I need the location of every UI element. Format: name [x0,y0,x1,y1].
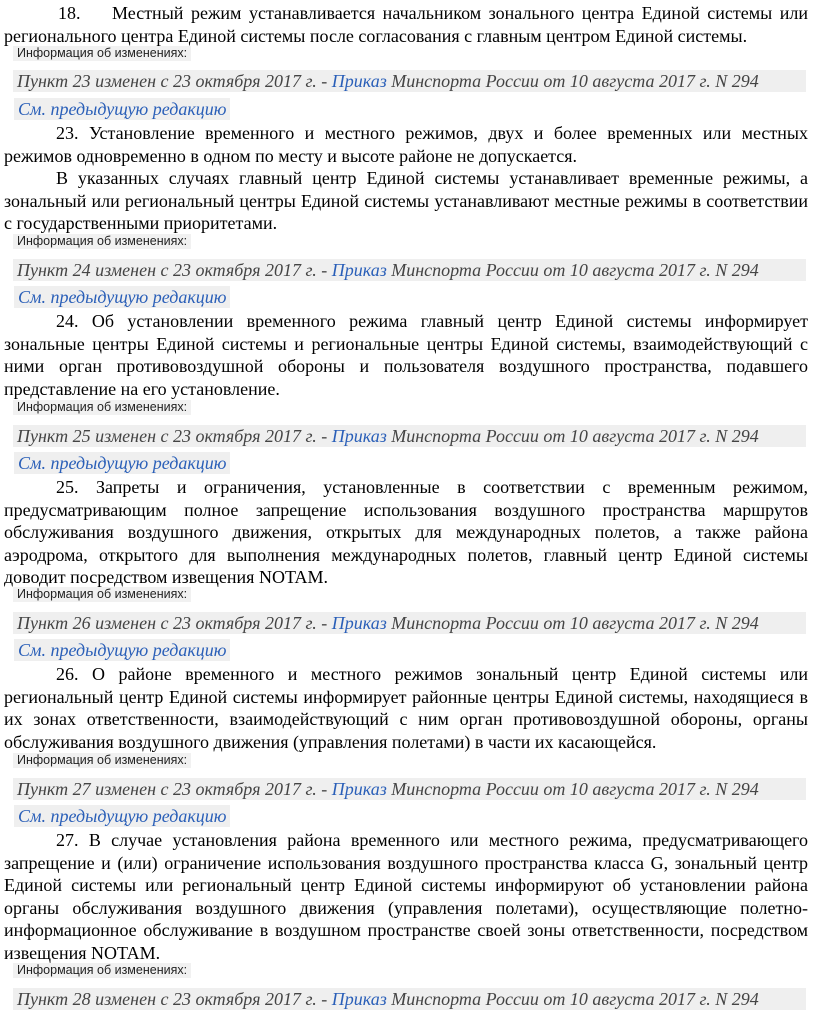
change-notice-suffix: Минспорта России от 10 августа 2017 г. N 294 [386,426,759,446]
change-info-label: Информация об изменениях: [13,753,191,768]
paragraph-23-cont: В указанных случаях главный центр Единой системы устанавливает временные режимы, а зональный или региональный центры Единой системы устанавливают местные режимы в соответствии с государственными приоритетами. [4,168,808,233]
paragraph-text: Местный режим устанавливается начальником зонального центра Единой системы или регионального центра Единой системы после согласования с главным центром Единой системы. [4,3,808,46]
change-notice-suffix: Минспорта России от 10 августа 2017 г. N 294 [386,779,759,799]
change-notice-suffix: Минспорта России от 10 августа 2017 г. N 294 [386,613,759,633]
paragraph-25: 25. Запреты и ограничения, установленные в соответствии с временным режимом, предусматривающим полное запрещение использования воздушного пространства маршрутов обслуживания воздушного движения, открытых для международных полетов, а также района аэродрома, открытого для выполнения международных полетов, главный центр Единой системы доводит посредством извещения NOTAM. [4,477,808,587]
change-notice-27 [13,778,806,800]
change-notice-23 [13,70,806,92]
change-notice-25 [13,425,806,447]
order-link[interactable]: Приказ [331,613,387,633]
paragraph-26: 26. О районе временного и местного режимов зональный центр Единой системы или региональный центр Единой системы информирует районные центры Единой системы, находящиеся в их зонах ответственности, взаимодействующий с ним орган противовоздушной обороны, органы обслуживания воздушного движения (управления полетами) в части их касающейся. [4,664,808,752]
order-link[interactable]: Приказ [331,71,387,91]
change-notice-text: Пункт 27 изменен с 23 октября 2017 г. - [17,779,332,799]
paragraph-18 [4,2,808,47]
paragraph-number: 18. [58,3,81,23]
order-link[interactable]: Приказ [331,989,387,1009]
previous-edition-link[interactable]: См. предыдущую редакцию [14,452,230,474]
previous-edition-link[interactable]: См. предыдущую редакцию [14,98,230,120]
change-notice-text: Пункт 26 изменен с 23 октября 2017 г. - [17,613,332,633]
change-info-label: Информация об изменениях: [13,963,191,978]
order-link[interactable]: Приказ [331,260,387,280]
change-notice-text: Пункт 28 изменен с 23 октября 2017 г. - [17,989,332,1009]
previous-edition-link[interactable]: См. предыдущую редакцию [14,805,230,827]
change-notice-suffix: Минспорта России от 10 августа 2017 г. N 294 [386,989,759,1009]
change-notice-26 [13,612,806,634]
change-notice-text: Пункт 23 изменен с 23 октября 2017 г. - [17,71,332,91]
change-notice-text: Пункт 25 изменен с 23 октября 2017 г. - [17,426,332,446]
change-notice-text: Пункт 24 изменен с 23 октября 2017 г. - [17,260,332,280]
paragraph-24: 24. Об установлении временного режима главный центр Единой системы информирует зональные центры Единой системы и региональные центры Единой системы, взаимодействующий с ними орган противовоздушной обороны и пользователя воздушного пространства, подавшего представление на его установление. [4,311,808,399]
change-info-label: Информация об изменениях: [13,400,191,415]
paragraph-27: 27. В случае установления района временного или местного режима, предусматривающего запрещение и (или) ограничение использования воздушного пространства класса G, зональный центр Единой системы или региональный центр Единой системы информируют об установлении района органы обслуживания воздушного движения (управления полетами), осуществляющие полетно-информационное обслуживание в воздушном пространстве своей зоны ответственности, посредством извещения NOTAM. [4,830,808,963]
change-info-label: Информация об изменениях: [13,46,191,61]
change-info-label: Информация об изменениях: [13,587,191,602]
change-notice-suffix: Минспорта России от 10 августа 2017 г. N 294 [386,71,759,91]
previous-edition-link[interactable]: См. предыдущую редакцию [14,286,230,308]
change-notice-24 [13,259,806,281]
change-notice-28 [13,988,806,1010]
change-info-label: Информация об изменениях: [13,234,191,249]
order-link[interactable]: Приказ [331,426,387,446]
order-link[interactable]: Приказ [331,779,387,799]
previous-edition-link[interactable]: См. предыдущую редакцию [14,639,230,661]
paragraph-23: 23. Установление временного и местного режимов, двух и более временных или местных режимов одновременно в одном по месту и высоте районе не допускается. [4,123,808,166]
change-notice-suffix: Минспорта России от 10 августа 2017 г. N 294 [386,260,759,280]
